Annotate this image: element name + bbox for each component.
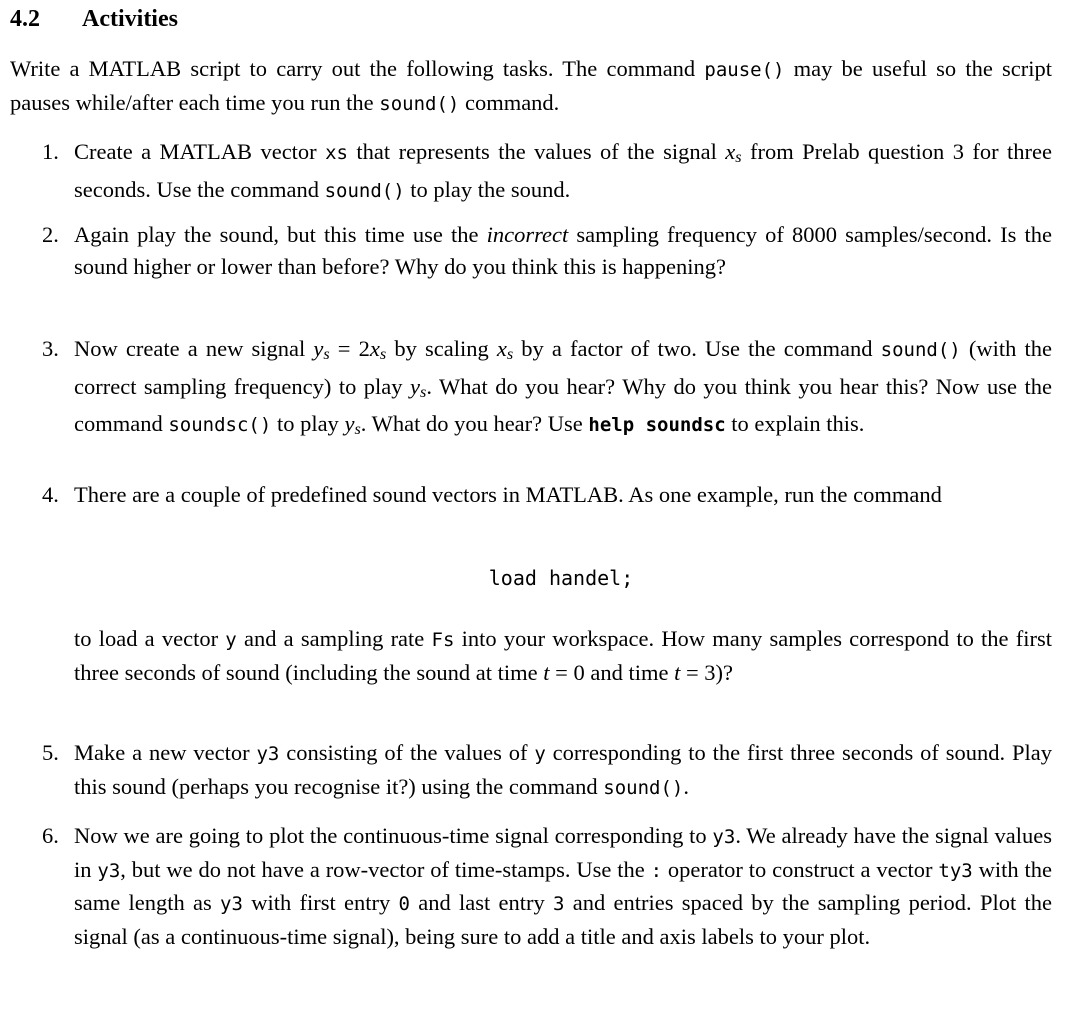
inline-code: 0 [398,893,410,915]
inline-code: y3 [256,743,280,765]
item-text: Make a new vector [74,740,257,765]
item-text: sampling frequency of 8000 samples/second. Is the sound higher or lower than before? Why do you think this is happening? [74,222,1053,279]
item-number: 2. [42,222,59,247]
inline-code: ty3 [938,859,973,882]
item-number: 6. [42,823,59,848]
list-item [42,333,1053,446]
inline-code: Fs [431,629,455,651]
math-var: x [496,336,507,361]
math-var: x [725,139,736,164]
inline-code: y3 [220,893,243,915]
item-text: There are a couple of predefined sound vectors in MATLAB. As one example, run the command [74,482,942,507]
list-item [42,219,1053,282]
item-text: into your workspace. How many samples correspond to the first three seconds of sound (including the sound at time [74,626,1053,685]
inline-code: sound() [324,179,405,202]
item-text: (with the correct sampling frequency) to play [74,336,1053,399]
item-text: with the same length as [74,856,1052,915]
item-text: and entries spaced by the sampling period. Plot the signal (as a continuous-time signal), being sure to add a title and axis labels to your plot. [74,890,1052,949]
list-item-continuation [74,623,1052,688]
item-text: and last entry [409,890,554,915]
math-subscript: s [506,345,514,364]
inline-code: soundsc() [168,414,272,437]
intro-text: may be useful so the script pauses while/after each time you run the [10,56,1052,115]
item-text: and a sampling rate [236,626,432,651]
inline-code: help soundsc [588,414,726,437]
math-var: t [674,659,681,685]
section-title: Activities [82,6,178,32]
emphasis-text: incorrect [486,222,569,247]
item-text: by a factor of two. Use the command [513,336,881,361]
item-text: Create a MATLAB vector [74,139,326,164]
item-text: = 0 and time [549,659,675,685]
inline-code: y [534,743,546,765]
inline-code: y3 [712,826,736,848]
math-var: x [369,336,380,361]
item-text: from Prelab question 3 for three seconds. Use the command [74,139,1052,202]
item-text: with first entry [242,890,399,915]
inline-code: sound() [880,339,961,361]
inline-code: y3 [97,859,121,882]
item-text: to play the sound. [404,176,571,202]
item-text: by scaling [386,336,497,361]
section-heading [10,2,178,36]
item-text: . We already have the signal values in [74,823,1052,882]
inline-code: : [650,859,663,882]
item-text: to load a vector [74,626,226,651]
intro-text: command. [459,89,560,115]
item-text: Now we are going to plot the continuous-time signal corresponding to [74,823,713,848]
item-text: to play [271,411,345,437]
inline-code: xs [325,142,348,164]
item-number: 3. [42,336,59,361]
math-subscript: s [420,382,427,401]
item-text: that represents the values of the signal [348,139,726,164]
inline-code: sound() [603,776,684,799]
code-line: load handel; [488,566,634,590]
item-number: 5. [42,740,59,765]
inline-code: 3 [553,893,565,915]
list-item [42,820,1052,952]
item-text: = 3)? [680,659,734,685]
item-text: operator to construct a vector [662,856,939,882]
code-block [0,566,1089,590]
item-number: 4. [42,482,59,507]
list-item [42,479,1052,511]
math-subscript: s [379,345,387,364]
item-text: . What do you hear? Use [360,411,589,437]
math-subscript: s [354,420,361,439]
item-text: . What do you hear? Why do you think you hear this? Now use the command [74,373,1052,437]
item-text: corresponding to the first three seconds of sound. Play this sound (perhaps you recognise it?) using the command [74,740,1052,799]
math-subscript: s [735,148,742,167]
item-text: consisting of the values of [279,740,535,765]
inline-code: sound() [379,92,460,115]
math-var: y [344,411,355,437]
item-text: Again play the sound, but this time use the [74,222,487,247]
item-text: , but we do not have a row-vector of time-stamps. Use the [120,856,651,882]
inline-code: y [225,629,237,651]
intro-paragraph [10,53,1052,120]
math-var: y [313,336,324,361]
item-text: . [683,773,689,799]
intro-text: Write a MATLAB script to carry out the following tasks. The command [10,56,705,81]
item-number: 1. [42,139,59,164]
list-item [42,136,1052,207]
section-number: 4.2 [10,6,40,32]
math-var: t [543,659,550,685]
item-text: to explain this. [725,411,865,437]
inline-code: pause() [704,59,785,81]
item-text: Now create a new signal [74,336,314,361]
list-item [42,737,1052,804]
math-var: y [410,373,421,399]
item-text: = 2 [329,336,370,361]
math-subscript: s [323,345,330,364]
